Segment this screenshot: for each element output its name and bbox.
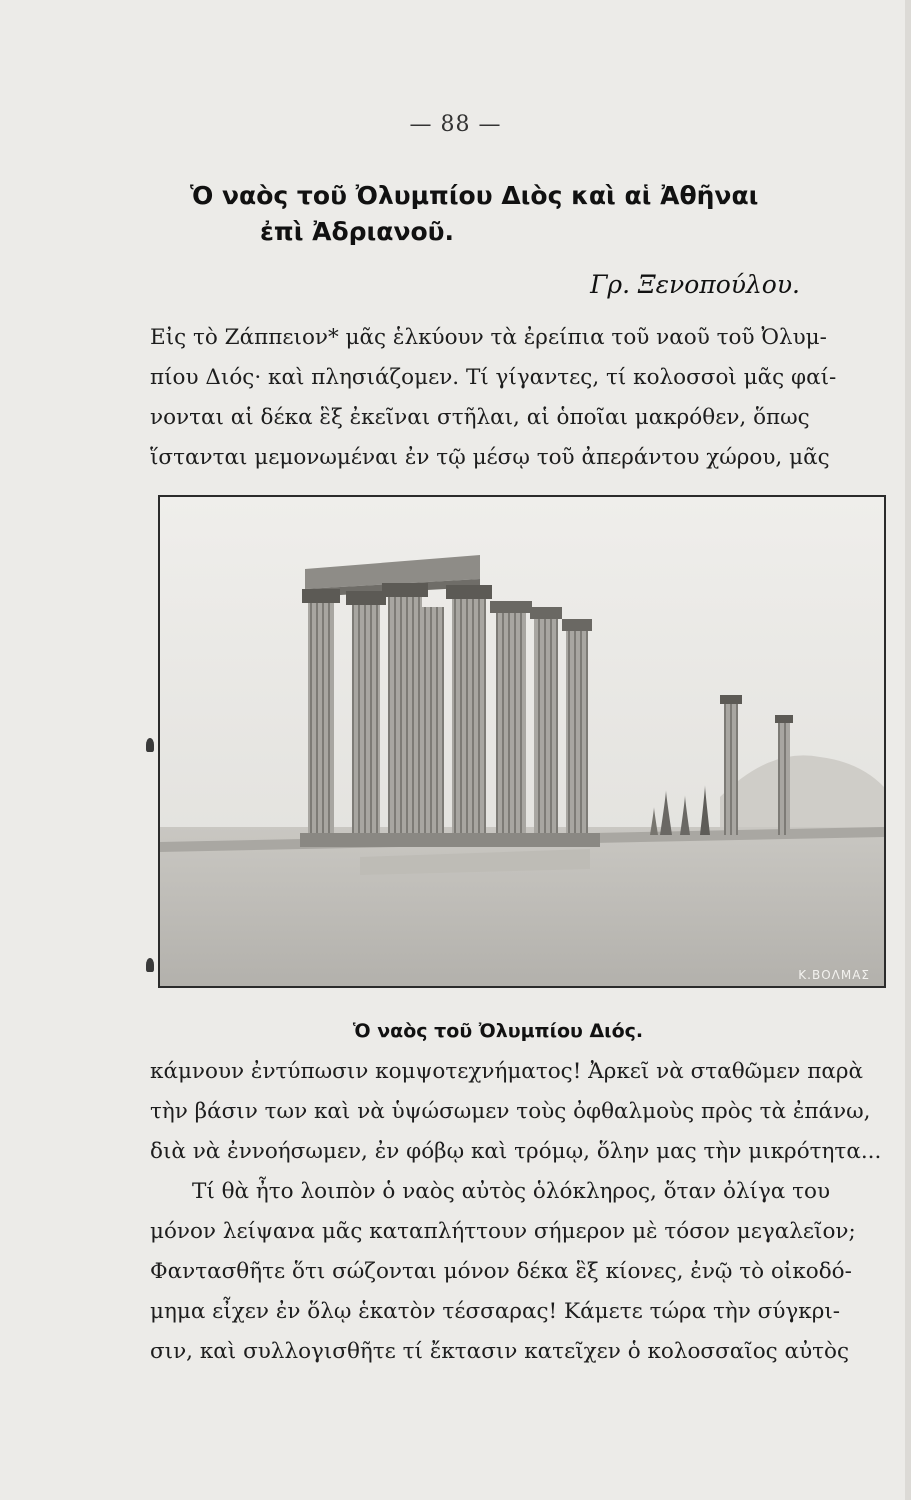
paragraph-1-line-2: πίου Διός· καὶ πλησιάζομεν. Τί γίγαντες, τί κολοσσοὶ μᾶς φαί- — [150, 365, 837, 390]
paragraph-3-line-3: Φαντασθῆτε ὅτι σώζονται μόνον δέκα ἓξ κίονες, ἐνῷ τὸ οἰκοδό- — [150, 1259, 852, 1284]
paragraph-3-line-5: σιν, καὶ συλλογισθῆτε τί ἔκτασιν κατεῖχεν ὁ κολοσσαῖος αὐτὸς — [150, 1339, 850, 1364]
temple-photo-illustration — [160, 497, 884, 986]
title-line-1: Ὁ ναὸς τοῦ Ὀλυμπίου Διὸς καὶ αἱ Ἀθῆναι — [190, 181, 759, 210]
temple-photograph — [158, 495, 886, 988]
page-number: — 88 — — [409, 112, 502, 137]
paragraph-2-line-1: κάμνουν ἐντύπωσιν κομψοτεχνήματος! Ἀρκεῖ νὰ σταθῶμεν παρὰ — [150, 1059, 863, 1084]
paragraph-1-line-1: Εἰς τὸ Ζάππειον* μᾶς ἑλκύουν τὰ ἐρείπια τοῦ ναοῦ τοῦ Ὀλυμ- — [150, 325, 827, 350]
page-edge — [905, 0, 911, 1500]
photo-watermark: Κ.ΒΟΛΜΑΣ — [798, 968, 870, 982]
paragraph-1-line-4: ἵστανται μεμονωμέναι ἐν τῷ μέσῳ τοῦ ἀπεράντου χώρου, μᾶς — [150, 445, 830, 470]
paragraph-1-line-3: νονται αἱ δέκα ἓξ ἐκεῖναι στῆλαι, αἱ ὁποῖαι μακρόθεν, ὅπως — [150, 405, 810, 430]
paragraph-3-line-2: μόνον λείψανα μᾶς καταπλήττουν σήμερον μὲ τόσον μεγαλεῖον; — [150, 1219, 856, 1244]
margin-mark — [146, 738, 154, 752]
author-name: Γρ. Ξενοπούλου. — [590, 270, 800, 299]
margin-mark — [146, 958, 154, 972]
photo-caption: Ὁ ναὸς τοῦ Ὀλυμπίου Διός. — [352, 1020, 644, 1042]
article-title — [190, 178, 870, 250]
paragraph-2-line-2: τὴν βάσιν των καὶ νὰ ὑψώσωμεν τοὺς ὀφθαλμοὺς πρὸς τὰ ἐπάνω, — [150, 1099, 871, 1124]
paragraph-2-line-3: διὰ νὰ ἐννοήσωμεν, ἐν φόβῳ καὶ τρόμῳ, ὅλην μας τὴν μικρότητα... — [150, 1139, 882, 1164]
paragraph-3-line-1: Τί θὰ ἦτο λοιπὸν ὁ ναὸς αὐτὸς ὁλόκληρος, ὅταν ὀλίγα του — [192, 1179, 831, 1204]
title-line-2: ἐπὶ Ἀδριανοῦ. — [260, 217, 455, 246]
paragraph-3-line-4: μημα εἶχεν ἐν ὅλῳ ἑκατὸν τέσσαρας! Κάμετε τώρα τὴν σύγκρι- — [150, 1299, 841, 1324]
